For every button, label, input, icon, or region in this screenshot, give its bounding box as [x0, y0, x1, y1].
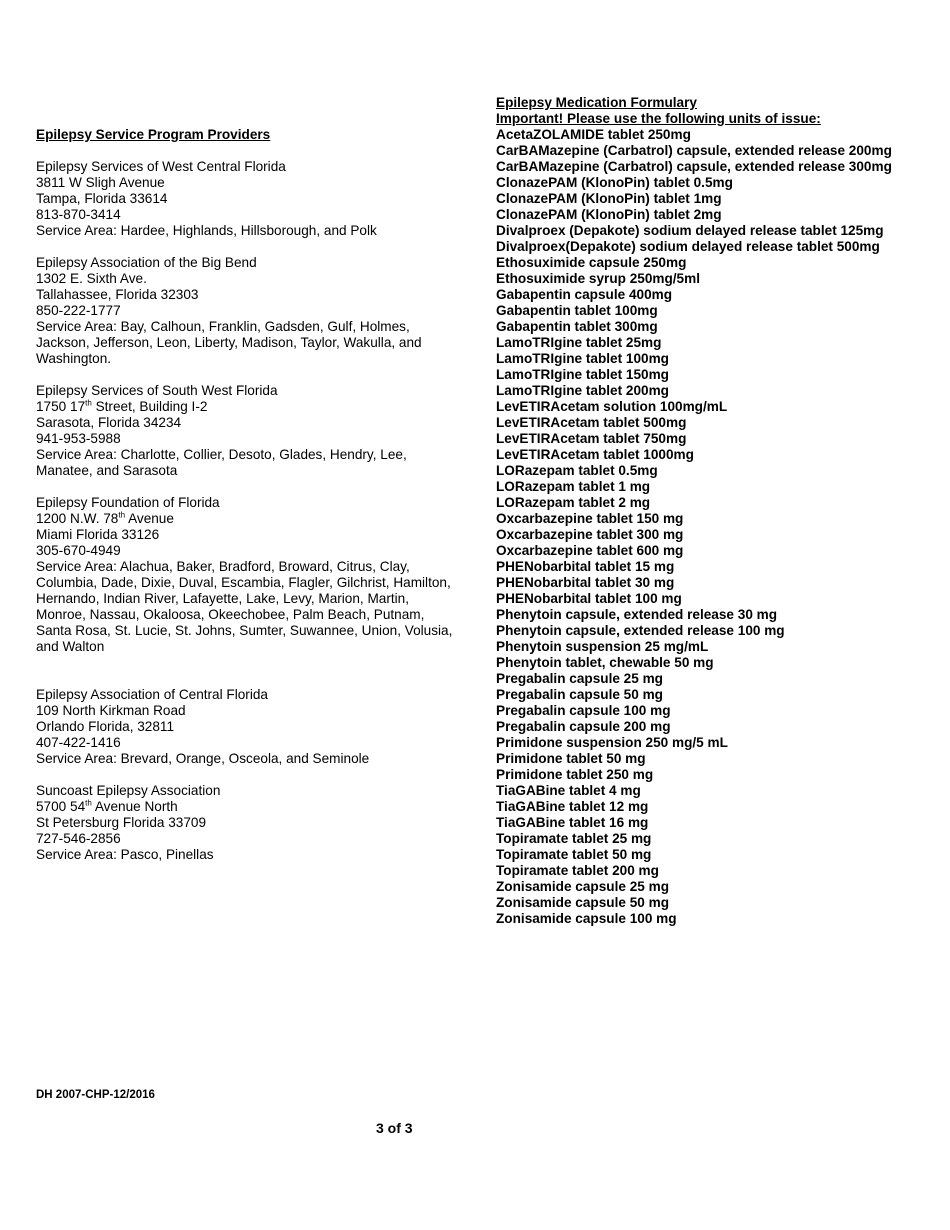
provider-block — [36, 687, 456, 767]
provider-city: Sarasota, Florida 34234 — [36, 415, 182, 430]
medication-item: Topiramate tablet 25 mg — [496, 831, 652, 846]
provider-block — [36, 159, 456, 239]
provider-address: 1302 E. Sixth Ave. — [36, 271, 147, 286]
medication-item: Oxcarbazepine tablet 150 mg — [496, 511, 684, 526]
medication-item: Phenytoin tablet, chewable 50 mg — [496, 655, 714, 670]
medication-item: LamoTRIgine tablet 150mg — [496, 367, 669, 382]
provider-city: St Petersburg Florida 33709 — [36, 815, 207, 830]
medication-item: TiaGABine tablet 16 mg — [496, 815, 649, 830]
medication-item: ClonazePAM (KlonoPin) tablet 2mg — [496, 207, 722, 222]
medication-item: Pregabalin capsule 25 mg — [496, 671, 663, 686]
provider-name: Epilepsy Association of Central Florida — [36, 687, 268, 702]
provider-city: Tallahassee, Florida 32303 — [36, 287, 199, 302]
page-number: 3 of 3 — [376, 1120, 413, 1136]
provider-phone: 407-422-1416 — [36, 735, 121, 750]
medication-item: PHENobarbital tablet 100 mg — [496, 591, 682, 606]
medication-item: TiaGABine tablet 12 mg — [496, 799, 649, 814]
provider-block — [36, 495, 456, 655]
medication-item: Pregabalin capsule 200 mg — [496, 719, 671, 734]
medication-item: LevETIRAcetam tablet 500mg — [496, 415, 687, 430]
medication-item: CarBAMazepine (Carbatrol) capsule, extended release 300mg — [496, 159, 892, 174]
medication-item: LevETIRAcetam tablet 750mg — [496, 431, 687, 446]
medication-item: Primidone suspension 250 mg/5 mL — [496, 735, 728, 750]
provider-service-area: Service Area: Pasco, Pinellas — [36, 847, 214, 862]
medication-item: PHENobarbital tablet 15 mg — [496, 559, 675, 574]
medication-item: ClonazePAM (KlonoPin) tablet 1mg — [496, 191, 722, 206]
medication-item: Ethosuximide capsule 250mg — [496, 255, 687, 270]
formulary-column — [496, 95, 926, 927]
medication-item: Phenytoin suspension 25 mg/mL — [496, 639, 709, 654]
provider-service-area: Service Area: Brevard, Orange, Osceola, and Seminole — [36, 751, 370, 766]
medication-item: PHENobarbital tablet 30 mg — [496, 575, 675, 590]
provider-block — [36, 383, 456, 479]
provider-address: 1750 17th Street, Building I-2 — [36, 398, 208, 414]
provider-column — [36, 127, 456, 863]
provider-name: Epilepsy Foundation of Florida — [36, 495, 220, 510]
provider-city: Tampa, Florida 33614 — [36, 191, 168, 206]
medication-item: LevETIRAcetam tablet 1000mg — [496, 447, 694, 462]
provider-service-area: Service Area: Hardee, Highlands, Hillsborough, and Polk — [36, 223, 377, 238]
medication-item: Zonisamide capsule 100 mg — [496, 911, 677, 926]
provider-name: Epilepsy Services of South West Florida — [36, 383, 278, 398]
medication-item: LORazepam tablet 2 mg — [496, 495, 651, 510]
provider-service-area: Service Area: Bay, Calhoun, Franklin, Gadsden, Gulf, Holmes, Jackson, Jefferson, Leon, Liberty, Madison, Taylor, Wakulla, and Washington. — [36, 319, 422, 366]
medication-item: Pregabalin capsule 100 mg — [496, 703, 671, 718]
provider-phone: 941-953-5988 — [36, 431, 121, 446]
medication-item: Primidone tablet 50 mg — [496, 751, 646, 766]
provider-phone: 305-670-4949 — [36, 543, 121, 558]
medication-item: LORazepam tablet 1 mg — [496, 479, 651, 494]
medication-item: LamoTRIgine tablet 100mg — [496, 351, 669, 366]
provider-address: 5700 54th Avenue North — [36, 798, 178, 814]
provider-block — [36, 783, 456, 863]
medication-item: LevETIRAcetam solution 100mg/mL — [496, 399, 728, 414]
provider-city: Miami Florida 33126 — [36, 527, 160, 542]
provider-city: Orlando Florida, 32811 — [36, 719, 175, 734]
medication-item: CarBAMazepine (Carbatrol) capsule, extended release 200mg — [496, 143, 892, 158]
provider-block — [36, 255, 456, 367]
medication-item: Gabapentin capsule 400mg — [496, 287, 673, 302]
medication-item: Zonisamide capsule 50 mg — [496, 895, 670, 910]
medication-item: Gabapentin tablet 300mg — [496, 319, 658, 334]
provider-service-area: Service Area: Charlotte, Collier, Desoto, Glades, Hendry, Lee, Manatee, and Sarasota — [36, 447, 407, 478]
provider-address: 109 North Kirkman Road — [36, 703, 186, 718]
document-code: DH 2007-CHP-12/2016 — [36, 1089, 155, 1101]
medication-item: Topiramate tablet 50 mg — [496, 847, 652, 862]
medication-item: Pregabalin capsule 50 mg — [496, 687, 663, 702]
formulary-heading: Epilepsy Medication Formulary — [496, 95, 697, 110]
medication-list — [496, 127, 926, 927]
medication-item: Gabapentin tablet 100mg — [496, 303, 658, 318]
medication-item: Primidone tablet 250 mg — [496, 767, 654, 782]
medication-item: TiaGABine tablet 4 mg — [496, 783, 641, 798]
provider-address: 1200 N.W. 78th Avenue — [36, 510, 174, 526]
medication-item: Divalproex (Depakote) sodium delayed release tablet 125mg — [496, 223, 884, 238]
medication-item: Phenytoin capsule, extended release 100 mg — [496, 623, 785, 638]
medication-item: Phenytoin capsule, extended release 30 mg — [496, 607, 778, 622]
provider-phone: 727-546-2856 — [36, 831, 121, 846]
provider-address: 3811 W Sligh Avenue — [36, 175, 165, 190]
provider-service-area: Service Area: Alachua, Baker, Bradford, Broward, Citrus, Clay, Columbia, Dade, Dixie, Duval, Escambia, Flagler, Gilchrist, Hamilton, Hernando, Indian River, Lafayette, Lake, Levy, Marion, Martin, Monroe, Nassau, Okaloosa, Okeechobee, Palm Beach, Putnam, Santa Rosa, St. Lucie, St. Johns, Sumter, Suwannee, Union, Volusia, and Walton — [36, 559, 453, 654]
provider-name: Epilepsy Association of the Big Bend — [36, 255, 257, 270]
medication-item: LamoTRIgine tablet 25mg — [496, 335, 662, 350]
medication-item: Topiramate tablet 200 mg — [496, 863, 659, 878]
medication-item: LORazepam tablet 0.5mg — [496, 463, 658, 478]
medication-item: Ethosuximide syrup 250mg/5ml — [496, 271, 700, 286]
provider-name: Suncoast Epilepsy Association — [36, 783, 221, 798]
formulary-subtitle: Important! Please use the following units of issue: — [496, 111, 821, 126]
provider-phone: 813-870-3414 — [36, 207, 121, 222]
medication-item: Oxcarbazepine tablet 600 mg — [496, 543, 684, 558]
medication-item: Zonisamide capsule 25 mg — [496, 879, 670, 894]
provider-name: Epilepsy Services of West Central Florida — [36, 159, 286, 174]
medication-item: AcetaZOLAMIDE tablet 250mg — [496, 127, 691, 142]
medication-item: LamoTRIgine tablet 200mg — [496, 383, 669, 398]
providers-heading: Epilepsy Service Program Providers — [36, 127, 271, 142]
medication-item: Oxcarbazepine tablet 300 mg — [496, 527, 684, 542]
provider-phone: 850-222-1777 — [36, 303, 121, 318]
medication-item: ClonazePAM (KlonoPin) tablet 0.5mg — [496, 175, 733, 190]
medication-item: Divalproex(Depakote) sodium delayed release tablet 500mg — [496, 239, 880, 254]
